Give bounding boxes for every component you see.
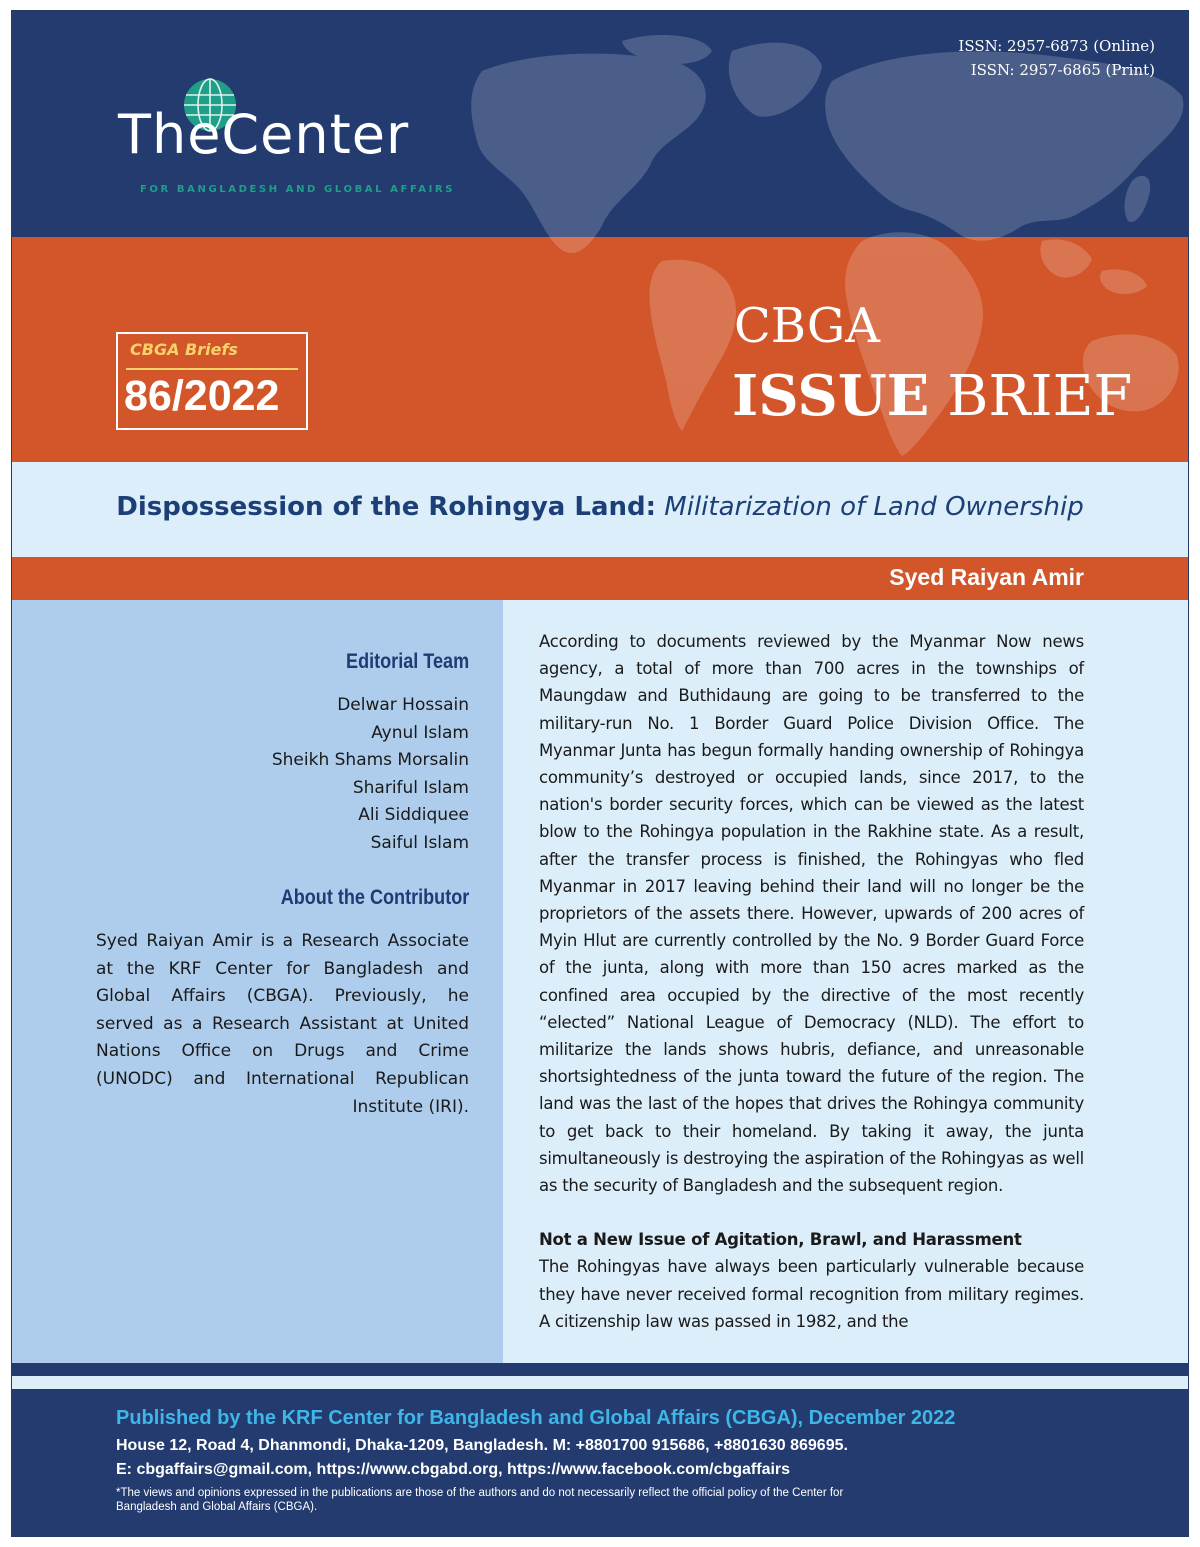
series-title: CBGA <box>734 298 880 354</box>
about-contributor-heading: About the Contributor <box>280 886 469 909</box>
brief-number-box <box>116 332 308 430</box>
editor-name: Sheikh Shams Morsalin <box>271 750 469 771</box>
footer-gap <box>12 1376 1188 1389</box>
issue-brief-title <box>732 363 1132 429</box>
sidebar <box>12 600 503 1363</box>
editor-name: Ali Siddiquee <box>358 805 469 826</box>
logo-name: TheCenter <box>118 103 410 166</box>
logo-subtitle: FOR BANGLADESH AND GLOBAL AFFAIRS <box>140 184 455 195</box>
document-title <box>12 492 1188 522</box>
body-paragraph: According to documents reviewed by the Myanmar Now news agency, a total of more than 700 acres in the townships of Maungdaw and Buthidaung are going to be transferred to the military-run No. 1 Border Guard Police Division Office. The Myanmar Junta has begun formally handing ownership of Rohingya community’s destroyed or occupied lands, since 2017, to the nation's border security forces, which can be viewed as the latest blow to the Rohingya population in the Rakhine state. As a result, after the transfer process is finished, the Rohingyas who fled Myanmar in 2017 leaving behind their land will no longer be the proprietors of the assets there. However, upwards of 200 acres of Myin Hlut are currently controlled by the No. 9 Border Guard Force of the junta, along with more than 150 acres marked as the confined area occupied by the directive of the most recently “elected” National League of Democracy (NLD). The effort to militarize the lands shows hubris, defiance, and unreasonable shortsightedness of the junta toward the future of the region. The land was the last of the hopes that drives the Rohingya community to get back to their homeland. By taking it away, the junta simultaneously is destroying the aspiration of the Rohingyas as well as the security of Bangladesh and the subsequent region. <box>539 632 1084 1196</box>
body-paragraph: The Rohingyas have always been particularly vulnerable because they have never received formal recognition from military regimes. A citizenship law was passed in 1982, and the <box>539 1257 1084 1331</box>
address-line: House 12, Road 4, Dhanmondi, Dhaka-1209, Bangladesh. M: +8801700 915686, +8801630 869695. <box>116 1437 848 1454</box>
article-body <box>539 628 1084 1335</box>
contact-line: E: cbgaffairs@gmail.com, https://www.cbgabd.org, https://www.facebook.com/cbgaffairs <box>116 1461 791 1478</box>
editor-name: Shariful Islam <box>352 777 469 798</box>
about-contributor-text: Syed Raiyan Amir is a Research Associate at the KRF Center for Bangladesh and Global Affairs (CBGA). Previously, he served as a Research Assistant at United Nations Office on Drugs and Crime (UNODC) and International Republican Institute (IRI). <box>96 931 469 1117</box>
author-name: Syed Raiyan Amir <box>889 564 1084 590</box>
brief-number: 86/2022 <box>124 372 280 420</box>
publisher-line: Published by the KRF Center for Bangladesh and Global Affairs (CBGA), December 2022 <box>116 1407 956 1429</box>
main-content <box>503 600 1189 1363</box>
editor-name: Aynul Islam <box>371 722 469 743</box>
editor-name: Delwar Hossain <box>337 695 469 715</box>
issn-online: ISSN: 2957-6873 (Online) <box>958 37 1155 55</box>
issue-brief-page <box>11 10 1189 1537</box>
footer <box>12 1389 1188 1537</box>
briefs-divider <box>126 368 298 370</box>
editor-name: Saiful Islam <box>370 832 469 853</box>
title-band <box>12 462 1188 557</box>
briefs-label: CBGA Briefs <box>130 340 238 359</box>
issn-print: ISSN: 2957-6865 (Print) <box>970 61 1155 79</box>
editorial-team-list <box>272 692 469 858</box>
brief-word: BRIEF <box>947 364 1133 429</box>
issue-word: ISSUE <box>732 363 930 429</box>
section-heading: Not a New Issue of Agitation, Brawl, and Harassment <box>539 1230 1022 1250</box>
title-sub: Militarization of Land Ownership <box>664 492 1084 522</box>
disclaimer: *The views and opinions expressed in the publications are those of the authors and do not necessarily reflect the official policy of the Center for Bangladesh and Global Affairs (CBGA). <box>116 1487 844 1513</box>
author-band <box>12 557 1188 600</box>
footer-separator <box>12 1363 1188 1376</box>
editorial-team-heading: Editorial Team <box>345 650 469 673</box>
title-main: Dispossession of the Rohingya Land: <box>116 492 657 522</box>
